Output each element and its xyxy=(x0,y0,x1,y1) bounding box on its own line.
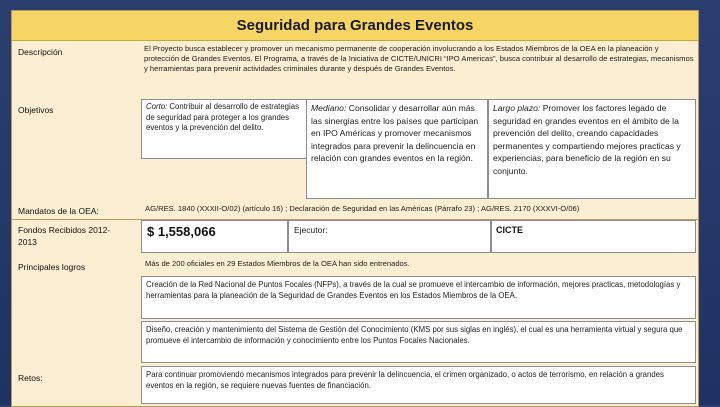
logro-item-3: Diseño, creación y mantenimiento del Sistema de Gestión del Conocimiento (KMS por sus siglas en inglés), el cual es una herramienta virtual y segura que promueve el intercambio de información y conocimiento entre los Puntos Focales Nacionales. xyxy=(141,321,696,363)
objetivos-label: Objetivos xyxy=(18,105,54,115)
objetivo-mediano-label: Mediano: xyxy=(311,103,347,113)
page-title: Seguridad para Grandes Eventos xyxy=(236,17,474,34)
logros-label: Principales logros xyxy=(18,262,86,272)
objetivo-largo-label: Largo plazo: xyxy=(493,103,541,113)
fondos-amount: $ 1,558,066 xyxy=(147,224,216,239)
objetivo-largo-box xyxy=(488,99,696,199)
objetivo-largo-text: Promover los factores legado de seguridad en grandes eventos en el ámbito de la prevención del delito, creando capacidades permanentes y compartiendo mejores practicas y experiencias, para beneficio de la región en su conjunto. xyxy=(493,103,681,176)
retos-label: Retos: xyxy=(18,373,43,383)
fondos-amount-box xyxy=(141,220,288,253)
objetivo-mediano-box xyxy=(306,99,488,199)
ejecutor-box xyxy=(288,220,491,253)
retos-text: Para continuar promoviendo mecanismos integrados para prevenir la delincuencia, el crimen organizado, o actos de terrorismo, en relación a grandes eventos en la región, se requiere nuevas fuentes de financiación. xyxy=(141,366,696,404)
mandatos-label: Mandatos de la OEA: xyxy=(18,206,99,216)
descripcion-text: El Proyecto busca establecer y promover un mecanismo permanente de cooperación involucrando a los Estados Miembros de la OEA en la planeación y protección de Grandes Eventos. El Programa, a través de la Iniciativa de CICTE/UNICRI “IPO Americas”, busca contribuir al desarrollo de estrategias, mecanismos y herramientas para prevenir actividades criminales durante y después de Grandes Eventos. xyxy=(144,44,694,74)
mandatos-text: AG/RES. 1840 (XXXII-O/02) (artículo 16) ; Declaración de Seguridad en las Américas (Párrafo 23) ; AG/RES. 2170 (XXXVI-O/06) xyxy=(145,204,580,213)
logro-item-1: Más de 200 oficiales en 29 Estados Miembros de la OEA han sido entrenados. xyxy=(145,259,410,268)
descripcion-label: Descripción xyxy=(18,47,63,57)
ejecutor-label: Ejecutor: xyxy=(294,225,328,235)
fondos-label: Fondos Recibidos 2012-2013 xyxy=(18,225,111,247)
title-bar xyxy=(12,11,698,41)
objetivo-corto-text: Contribuir al desarrollo de estrategias de seguridad para proteger a los grandes eventos y la prevención del delito. xyxy=(146,102,299,133)
logro-item-2: Creación de la Red Nacional de Puntos Focales (NFPs), a través de la cual se promueve el intercambio de información, mejores practicas, metodologías y herramientas para la planeación de la Seguridad de Grandes Eventos en los Estados Miembros de la OEA. xyxy=(141,276,696,319)
objetivo-corto-label: Corto: xyxy=(146,102,168,111)
objetivo-corto-box xyxy=(141,99,307,159)
slide xyxy=(11,10,699,407)
objetivo-mediano-text: Consolidar y desarrollar aún más las sinergias entre los países que participan en IPO Américas y promover mecanismos integrados para prevenir la delincuencia en relación con grandes eventos en la región. xyxy=(311,103,479,164)
ejecutor-value-box xyxy=(491,220,696,253)
ejecutor-value: CICTE xyxy=(496,225,523,235)
